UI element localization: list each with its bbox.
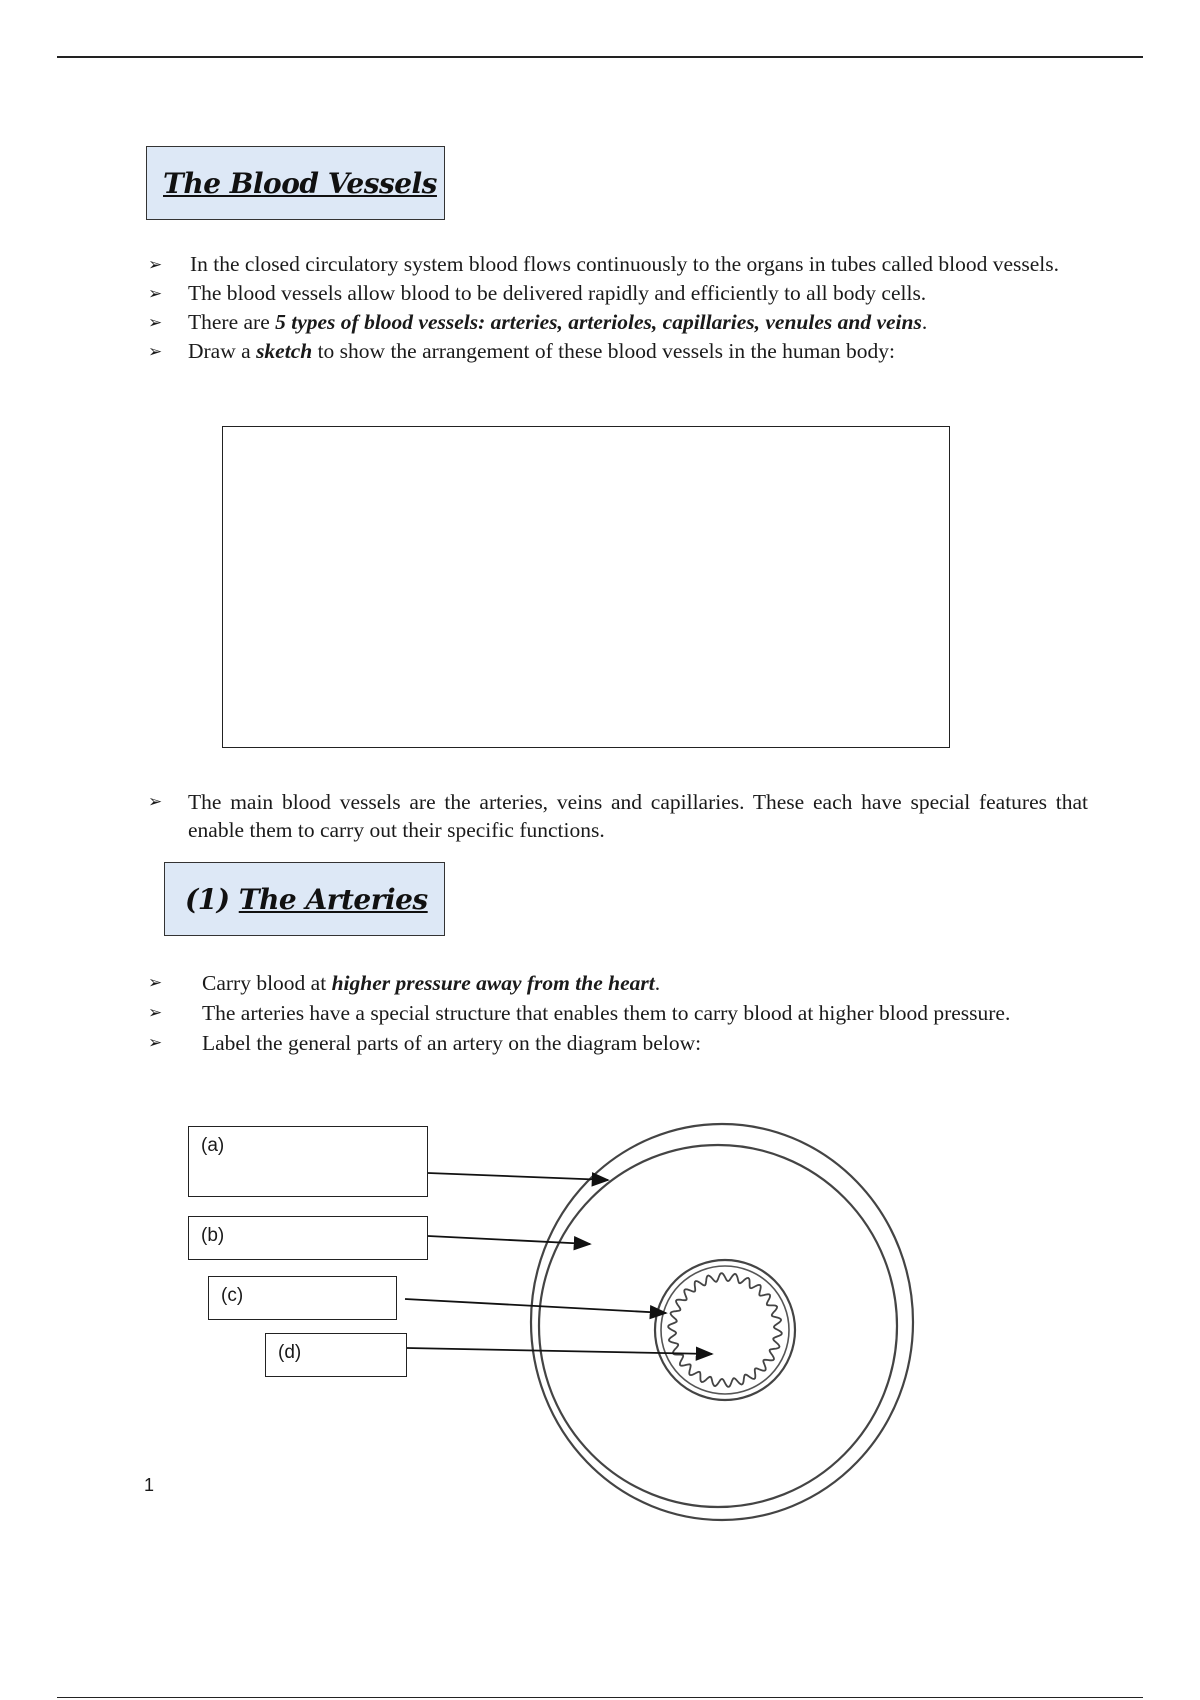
bullet-arrow-icon: ➢ xyxy=(148,255,163,274)
text-run: There are xyxy=(188,310,276,334)
outer-wall-outline xyxy=(531,1124,913,1520)
text-run: Carry blood at xyxy=(202,971,332,995)
label-box-a[interactable] xyxy=(188,1126,428,1197)
inner-layer-inner-outline xyxy=(661,1266,789,1394)
section-title-label: The Arteries xyxy=(238,882,428,916)
label-c-text: (c) xyxy=(221,1285,244,1306)
text-run: . xyxy=(654,971,661,995)
bullet-arrow-icon: ➢ xyxy=(148,1033,163,1052)
footer-rule xyxy=(57,1697,1143,1698)
bullet-arrow-icon: ➢ xyxy=(148,284,163,303)
label-box-d[interactable] xyxy=(265,1333,407,1377)
arrow-c xyxy=(405,1299,666,1313)
emphasis-text: 5 types of blood vessels: arteries, arterioles, capillaries, venules and veins xyxy=(275,310,922,334)
inner-layer-outline xyxy=(655,1260,795,1400)
text-run: The blood vessels allow blood to be delivered rapidly and efficiently to all body cells. xyxy=(188,281,927,305)
text-run: . xyxy=(921,310,928,334)
text-run: The arteries have a special structure that enables them to carry blood at higher blood pressure. xyxy=(202,1001,1011,1025)
bullet-arrow-icon: ➢ xyxy=(148,313,163,332)
middle-layer-outline xyxy=(539,1145,897,1507)
bullet-arrow-icon: ➢ xyxy=(148,792,163,811)
emphasis-text: sketch xyxy=(256,339,313,363)
page-number: 1 xyxy=(144,1475,155,1495)
text-run: In the closed circulatory system blood flows continuously to the organs in tubes called blood vessels. xyxy=(190,252,1060,276)
arrow-b xyxy=(428,1236,590,1244)
bullet-text: The main blood vessels are the arteries, veins and capillaries. These each have special features that enable them to carry out their specific functions. xyxy=(188,790,1088,842)
lumen-wavy-lining xyxy=(668,1273,782,1387)
bullet-arrow-icon: ➢ xyxy=(148,973,163,992)
arrow-d xyxy=(407,1348,712,1354)
arrow-a xyxy=(428,1173,608,1180)
section-title-text: The Blood Vessels xyxy=(163,166,437,200)
label-box-c[interactable] xyxy=(208,1276,397,1320)
text-run: Label the general parts of an artery on the diagram below: xyxy=(202,1031,702,1055)
bullet-arrow-icon: ➢ xyxy=(148,1003,163,1022)
bullet-arrow-icon: ➢ xyxy=(148,342,163,361)
label-d-text: (d) xyxy=(278,1342,302,1363)
label-a-text: (a) xyxy=(201,1135,225,1156)
emphasis-text: higher pressure away from the heart xyxy=(331,971,655,995)
text-run: to show the arrangement of these blood vessels in the human body: xyxy=(312,339,895,363)
section-number: (1) xyxy=(185,882,239,916)
text-run: Draw a xyxy=(188,339,257,363)
label-b-text: (b) xyxy=(201,1225,225,1246)
label-box-b[interactable] xyxy=(188,1216,428,1260)
